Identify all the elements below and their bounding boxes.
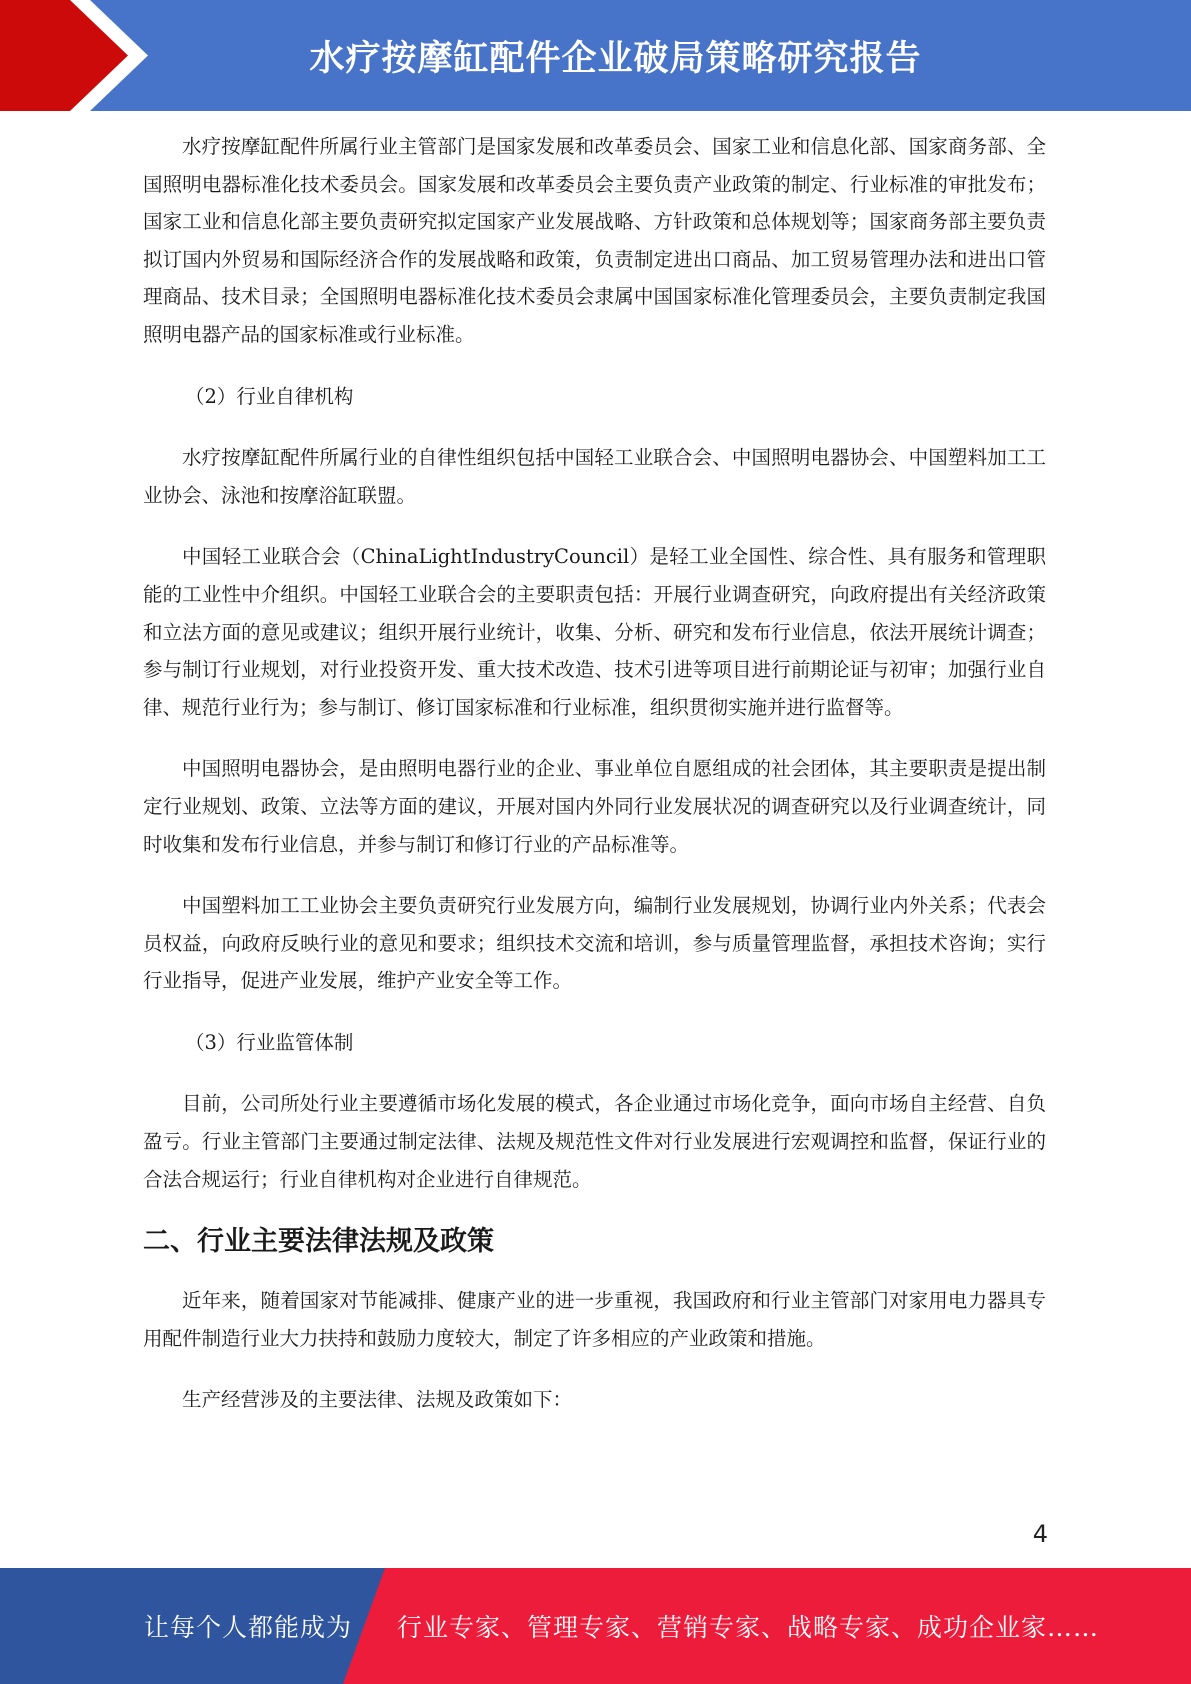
footer-slogan-left: 让每个人都能成为: [144, 1613, 353, 1642]
header-arrow-decoration: [0, 0, 160, 111]
paragraph-self-regulatory: 水疗按摩缸配件所属行业的自律性组织包括中国轻工业联合会、中国照明电器协会、中国塑料加工工业协会、泳池和按摩浴缸联盟。: [143, 446, 1046, 507]
paragraph-light-industry-council: 中国轻工业联合会（ChinaLightIndustryCouncil）是轻工业全国性、综合性、具有服务和管理职能的工业性中介组织。中国轻工业联合会的主要职责包括：开展行业调查研究，向政府提出有关经济政策和立法方面的意见或建议；组织开展行业统计，收集、分析、研究和发布行业信息，依法开展统计调查；参与制订行业规划，对行业投资开发、重大技术改造、技术引进等项目进行前期论证与初审；加强行业自律、规范行业行为；参与制订、修订国家标准和行业标准，组织贯彻实施并进行监督等。: [143, 545, 1046, 719]
page-number: 4: [1032, 1520, 1048, 1548]
paragraph-plastics-association: 中国塑料加工工业协会主要负责研究行业发展方向，编制行业发展规划，协调行业内外关系；代表会员权益，向政府反映行业的意见和要求；组织技术交流和培训，参与质量管理监督，承担技术咨询；实行行业指导，促进产业发展，维护产业安全等工作。: [143, 894, 1046, 993]
footer-slogan-right: 行业专家、管理专家、营销专家、战略专家、成功企业家……: [397, 1613, 1100, 1642]
page-header: [0, 0, 1191, 111]
page-footer: [0, 1568, 1191, 1684]
section-heading-laws: 二、行业主要法律法规及政策: [143, 1226, 494, 1258]
paragraph-laws-intro: 生产经营涉及的主要法律、法规及政策如下：: [182, 1388, 573, 1412]
document-title: 水疗按摩缸配件企业破局策略研究报告: [309, 38, 922, 79]
paragraph-regulators: 水疗按摩缸配件所属行业主管部门是国家发展和改革委员会、国家工业和信息化部、国家商务部、全国照明电器标准化技术委员会。国家发展和改革委员会主要负责产业政策的制定、行业标准的审批发布；国家工业和信息化部主要负责研究拟定国家产业发展战略、方针政策和总体规划等；国家商务部主要负责拟订国内外贸易和国际经济合作的发展战略和政策，负责制定进出口商品、加工贸易管理办法和进出口管理商品、技术目录；全国照明电器标准化技术委员会隶属中国国家标准化管理委员会，主要负责制定我国照明电器产品的国家标准或行业标准。: [143, 135, 1046, 346]
paragraph-supervision: 目前，公司所处行业主要遵循市场化发展的模式，各企业通过市场化竞争，面向市场自主经营、自负盈亏。行业主管部门主要通过制定法律、法规及规范性文件对行业发展进行宏观调控和监督，保证行业的合法合规运行；行业自律机构对企业进行自律规范。: [143, 1092, 1046, 1191]
subheading-self-regulatory: （2）行业自律机构: [185, 384, 354, 408]
paragraph-policy-support: 近年来，随着国家对节能减排、健康产业的进一步重视，我国政府和行业主管部门对家用电力器具专用配件制造行业大力扶持和鼓励力度较大，制定了许多相应的产业政策和措施。: [143, 1289, 1046, 1350]
document-body: [143, 128, 1046, 1443]
subheading-supervision: （3）行业监管体制: [185, 1030, 354, 1054]
paragraph-lighting-association: 中国照明电器协会，是由照明电器行业的企业、事业单位自愿组成的社会团体，其主要职责是提出制定行业规划、政策、立法等方面的建议，开展对国内外同行业发展状况的调查研究以及行业调查统计，同时收集和发布行业信息，并参与制订和修订行业的产品标准等。: [143, 757, 1046, 856]
